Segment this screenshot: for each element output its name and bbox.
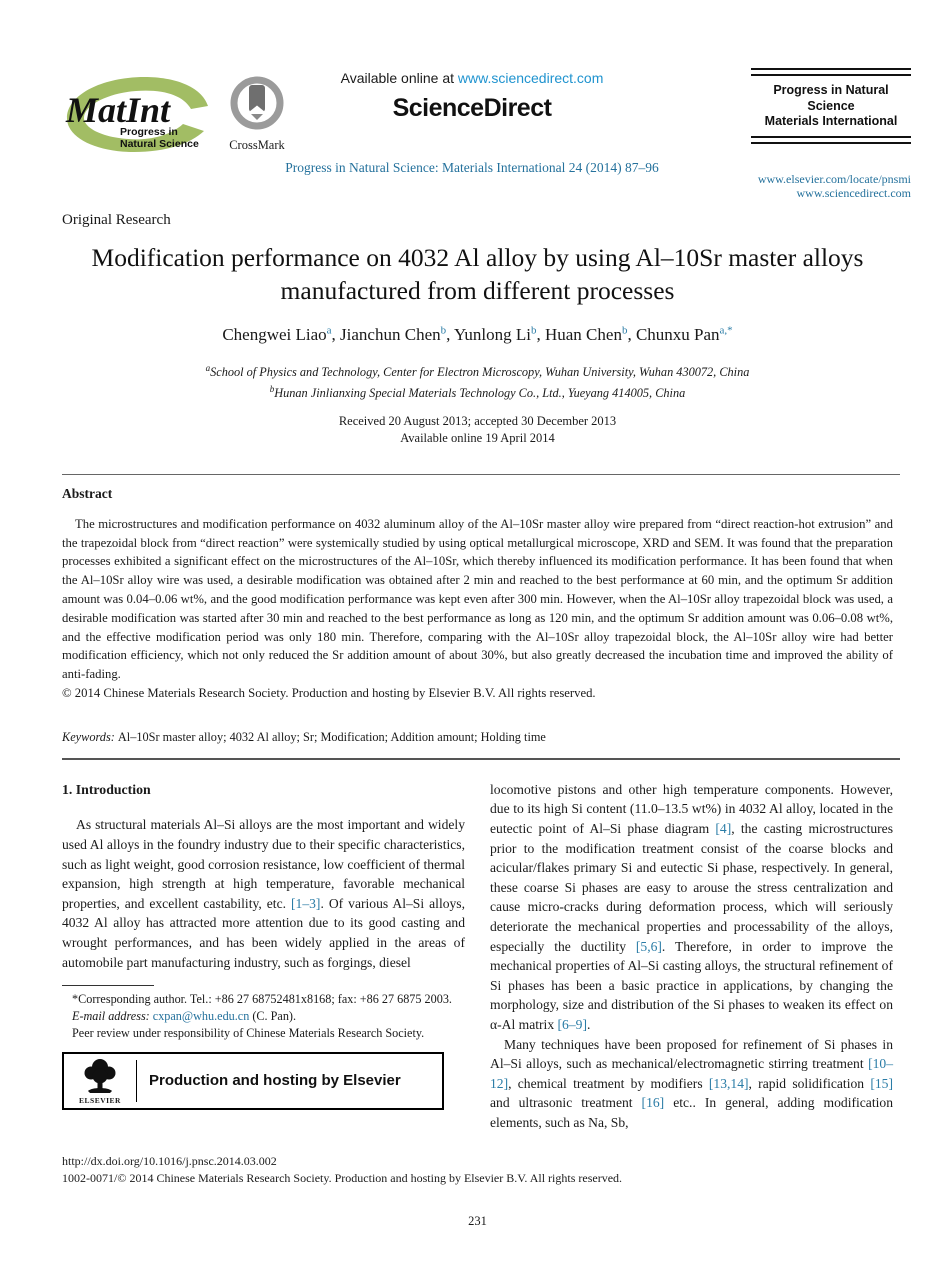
author <box>340 325 454 344</box>
available-online-text: Available online at <box>340 70 458 86</box>
citation-link-5-6[interactable]: [5,6] <box>635 938 662 954</box>
elsevier-locate-link[interactable]: www.elsevier.com/locate/pnsmi <box>757 172 911 186</box>
peer-review-note: Peer review under responsibility of Chinese Materials Research Society. <box>72 1026 425 1041</box>
matint-sub2: Natural Science <box>120 138 199 150</box>
author <box>454 325 545 344</box>
citation-link-13-14[interactable]: [13,14] <box>708 1075 749 1091</box>
email-link[interactable]: cxpan@whu.edu.cn <box>152 1009 250 1024</box>
footnote-block <box>62 985 465 1042</box>
left-column <box>62 780 465 1133</box>
text-segment: and ultrasonic treatment <box>490 1095 642 1111</box>
affiliations <box>62 360 893 403</box>
text-segment: E-mail address: <box>72 1009 153 1024</box>
text-segment: Many techniques have been proposed for refinement of Si phases in Al–Si alloys, such as mechanical/electromagnetic stirring treatment <box>490 1036 893 1072</box>
journal-citation[interactable]: Progress in Natural Science: Materials International 24 (2014) 87–96 <box>285 160 659 175</box>
issn-copyright-line: 1002-0071/© 2014 Chinese Materials Research Society. Production and hosting by Elsevier B.V. All rights reserved. <box>62 1170 623 1185</box>
text-segment: , chemical treatment by modifiers <box>508 1075 709 1091</box>
author-affil-sup[interactable]: a <box>326 324 332 336</box>
journal-name-line1: Progress in Natural <box>773 83 889 97</box>
page-bottom <box>62 1153 893 1187</box>
text-segment: . Therefore, in order to improve the mechanical properties of Al–Si casting alloys, the structural refinement of Si phases has been a basic practice in applications, by changing the morphology, size and distribution of the Si phases to weaken its effect on α-Al matrix <box>490 938 893 1032</box>
available-online-line <box>272 70 672 86</box>
article-type-label: Original Research <box>62 212 171 228</box>
citation-link-10-12[interactable]: [10–12] <box>490 1056 893 1091</box>
body-top-rule <box>62 758 900 760</box>
keywords-label: Keywords: <box>62 729 118 744</box>
body-columns <box>62 780 893 1133</box>
abstract-top-rule <box>62 474 900 475</box>
author <box>545 325 636 344</box>
author-affil-sup[interactable]: a,* <box>719 324 733 336</box>
journal-name-line3: Materials International <box>764 114 898 128</box>
author <box>222 325 340 344</box>
sciencedirect-logo: ScienceDirect <box>392 94 552 122</box>
citation-link-6-9[interactable]: [6–9] <box>557 1016 587 1032</box>
journal-name <box>751 76 911 136</box>
received-accepted-line: Received 20 August 2013; accepted 30 December 2013 <box>338 413 617 428</box>
matint-sub1: Progress in <box>120 126 178 138</box>
intro-paragraph-right-1 <box>490 780 893 1035</box>
intro-paragraph-right-2 <box>490 1035 893 1133</box>
author-separator: , <box>536 324 545 344</box>
affiliation-text: School of Physics and Technology, Center for Electron Microscopy, Wuhan University, Wuhan 430072, China <box>210 364 750 379</box>
affiliation-b <box>62 381 893 403</box>
affiliation-text: Hunan Jinlianxing Special Materials Technology Co., Ltd., Yueyang 414005, China <box>274 386 686 401</box>
author-separator: , <box>627 324 636 344</box>
author-affil-sup[interactable]: b <box>440 324 447 336</box>
intro-paragraph-left <box>62 815 465 972</box>
header-center <box>272 70 672 123</box>
affiliation-a <box>62 360 893 382</box>
double-rule-bottom <box>751 136 911 144</box>
journal-name-box <box>751 68 911 144</box>
sciencedirect-link[interactable]: www.sciencedirect.com <box>457 70 604 86</box>
abstract-copyright: © 2014 Chinese Materials Research Society. Production and hosting by Elsevier B.V. All rights reserved. <box>62 686 596 701</box>
journal-name-line2: Science <box>807 98 855 113</box>
journal-links <box>671 172 911 200</box>
text-segment: etc.. In general, adding modification elements, such as Na, Sb, <box>490 1095 893 1130</box>
sciencedirect-link-2[interactable]: www.sciencedirect.com <box>796 186 911 200</box>
elsevier-hosting-box <box>62 1052 444 1110</box>
author-name: Chengwei Liao <box>222 324 327 344</box>
abstract-heading: Abstract <box>62 485 113 501</box>
author-separator: , <box>446 324 454 344</box>
keywords-text: Al–10Sr master alloy; 4032 Al alloy; Sr; Modification; Addition amount; Holding time <box>117 729 546 744</box>
matint-logo-graphic <box>62 72 214 160</box>
right-column <box>490 780 893 1133</box>
crossmark-label: CrossMark <box>229 138 285 152</box>
author <box>636 325 733 344</box>
text-segment: . <box>586 1016 591 1032</box>
author-affil-sup[interactable]: b <box>621 324 628 336</box>
text-segment: , rapid solidification <box>748 1075 871 1091</box>
keywords-line <box>62 730 893 745</box>
introduction-heading: 1. Introduction <box>62 781 151 797</box>
author-list <box>62 324 893 345</box>
author-name: Jianchun Chen <box>340 324 441 344</box>
citation-link-4[interactable]: [4] <box>715 821 732 836</box>
double-rule-top <box>751 68 911 76</box>
corresponding-author-note: *Corresponding author. Tel.: +86 27 68752481x8168; fax: +86 27 6875 2003. <box>72 992 452 1007</box>
elsevier-box-divider <box>136 1060 137 1102</box>
elsevier-tree-icon <box>80 1058 120 1094</box>
text-segment: , the casting microstructures prior to the modification treatment consist of the coarse blocks and acicular/flakes primary Si and eutectic Si phase, respectively. In general, these coarse Si phases are easy to arouse the stress centralization and cause micro-cracks during deformation process, which will seriously deteriorate the mechanical properties and processability of the alloys, especially the ductility <box>490 821 894 954</box>
elsevier-wordmark: ELSEVIER <box>79 1096 121 1106</box>
text-segment: . Of various Al–Si alloys, 4032 Al alloy has attracted more attention due to its good casting and wrought performances, and has been widely applied in the areas of automobile part manufacturing industry, such as forgings, diesel <box>62 895 466 970</box>
author-name: Huan Chen <box>544 324 622 344</box>
matint-journal-logo <box>62 72 214 160</box>
affiliation-sup: b <box>269 384 275 395</box>
article-title: Modification performance on 4032 Al alloy by using Al–10Sr master alloys manufactured from different processes <box>91 243 864 305</box>
citation-link-15[interactable]: [15] <box>870 1075 893 1091</box>
text-segment: (C. Pan). <box>249 1009 297 1024</box>
text-segment: locomotive pistons and other high temperature components. However, due to its high Si content (11.0–13.5 wt%) in 4032 Al alloy, located in the eutectic point of Al–Si phase diagram <box>490 781 893 836</box>
text-segment: As structural materials Al–Si alloys are the most important and widely used Al alloys in the foundry industry due to their specific characteristics, such as light weight, good corrosion resistance, low coefficient of thermal expansion, high strength at high temperature, favorable mechanical properties, and excellent castability, etc. <box>62 817 465 911</box>
author-affil-sup[interactable]: b <box>530 324 537 336</box>
elsevier-hosting-text: Production and hosting by Elsevier <box>149 1072 401 1090</box>
citation-link-16[interactable]: [16] <box>641 1095 665 1111</box>
author-separator: , <box>331 324 341 344</box>
page-header <box>62 60 911 210</box>
available-online-date: Available online 19 April 2014 <box>400 430 555 445</box>
author-name: Chunxu Pan <box>635 324 720 344</box>
doi-link[interactable]: http://dx.doi.org/10.1016/j.pnsc.2014.03.002 <box>62 1153 277 1168</box>
affiliation-sup: a <box>205 362 211 373</box>
citation-link-1-3[interactable]: [1–3] <box>291 895 321 911</box>
article-dates <box>62 413 893 447</box>
footnote-rule <box>62 985 154 986</box>
email-line <box>62 1008 465 1025</box>
abstract-body: The microstructures and modification performance on 4032 aluminum alloy of the Al–10Sr master alloy wire prepared from “direct reaction-hot extrusion” and the trapezoidal block from “direct reaction” were systemically studied by using optical metallurgical microscope, XRD and SEM. It was found that the preparation processes exhibited a significant effect on the microstructures of the Al–10Sr, which thereby influenced its modification performance. It has been found that when the Al–10Sr alloy wire was used, a desirable modification was obtained after 2 min and reached to the best performance at 60 min, and the optimum Sr addition amount was 0.04–0.06 wt%, and the good modification performance was kept even after 300 min. However, when the Al–10Sr alloy trapezoidal block was used, a desirable modification was started after 30 min and reached to the best performance as long as 120 min, and the optimum Sr addition amount was 0.06–0.08 wt%, and the effective modification period was only 180 min. Therefore, comparing with the Al–10Sr alloy trapezoidal block, the Al–10Sr alloy wire had better modification efficiency, which not only reduced the Sr addition amount of about 30%, but also greatly decreased the incubation time and improved the ability of anti-fading. <box>62 516 893 682</box>
author-name: Yunlong Li <box>454 324 531 344</box>
elsevier-logo <box>72 1058 128 1105</box>
matint-wordmark: MatInt <box>66 90 171 130</box>
page-number: 231 <box>468 1213 487 1228</box>
